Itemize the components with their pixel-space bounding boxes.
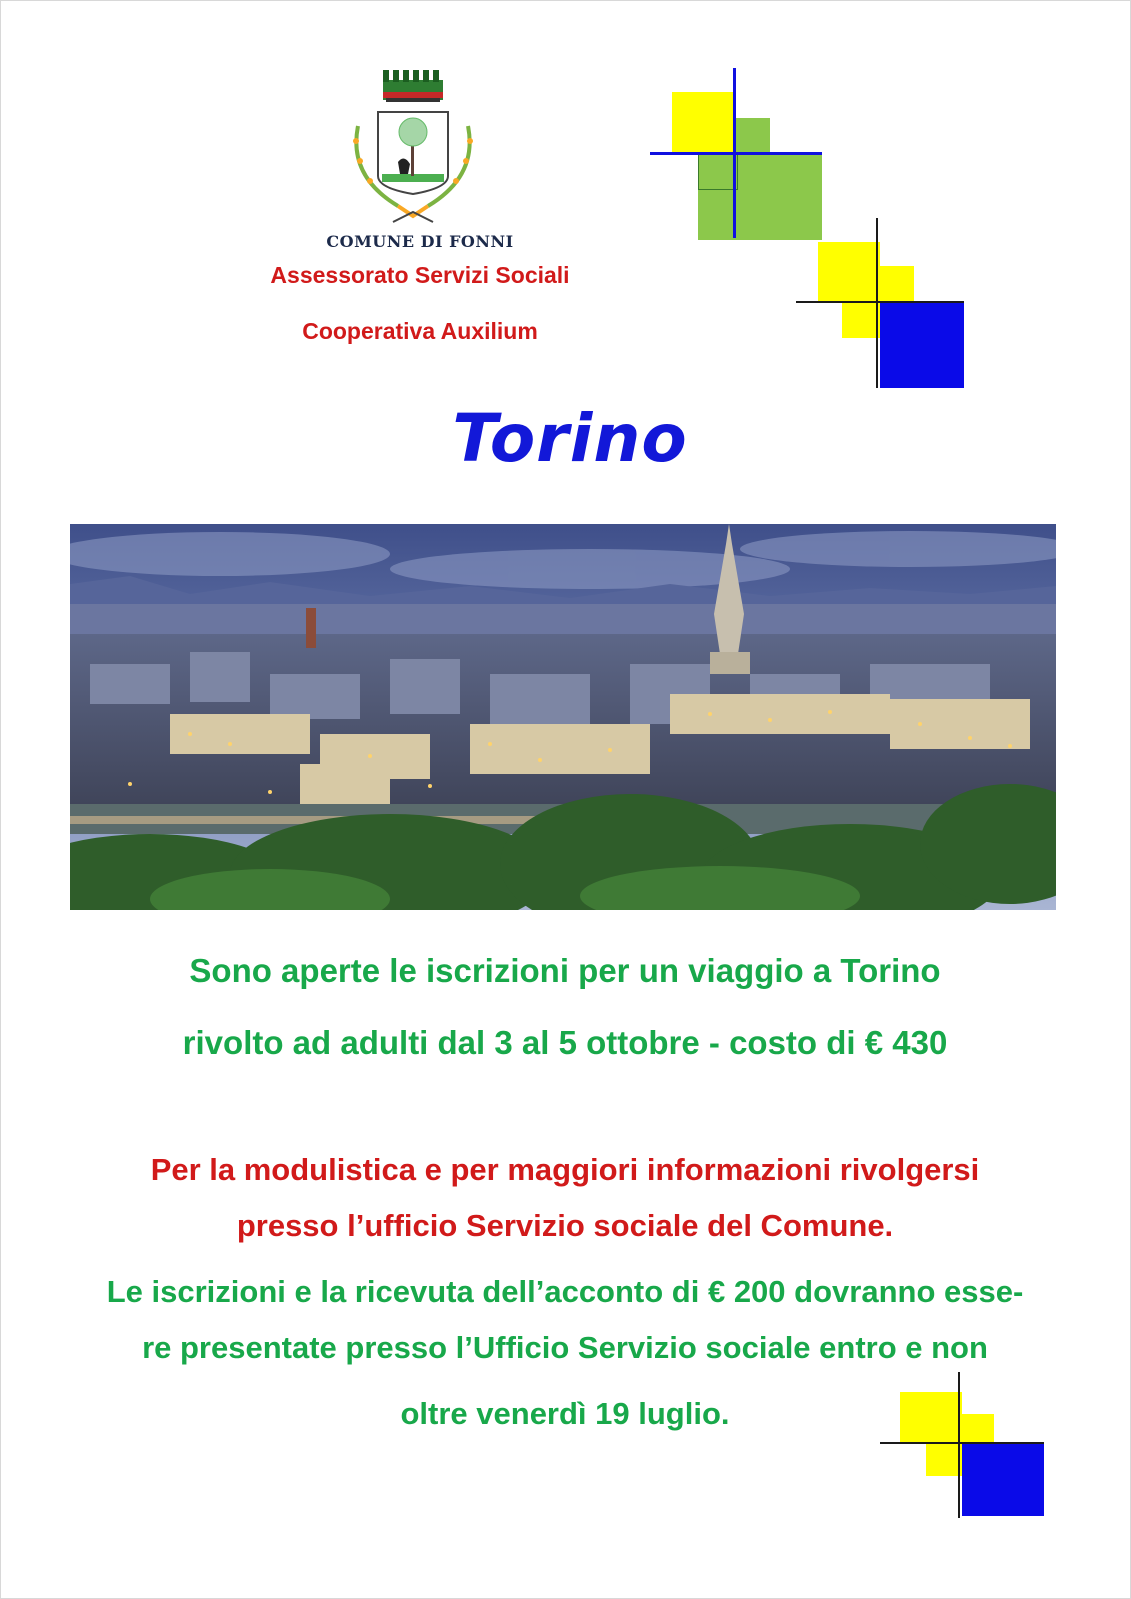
org-name: COMUNE DI FONNI bbox=[326, 232, 514, 251]
page-title: Torino bbox=[452, 400, 688, 477]
cooperative-label: Cooperativa Auxilium bbox=[302, 318, 538, 344]
info-line-2: presso l’ufficio Servizio sociale del Comune. bbox=[236, 1208, 894, 1243]
announcement-line-1: Sono aperte le iscrizioni per un viaggio a Torino bbox=[189, 952, 941, 989]
info-line-1: Per la modulistica e per maggiori informazioni rivolgersi bbox=[150, 1152, 980, 1187]
turin-skyline-photo bbox=[70, 524, 1056, 910]
deadline-line-1: Le iscrizioni e la ricevuta dell’acconto di € 200 dovranno esse- bbox=[106, 1274, 1024, 1309]
municipal-crest-logo bbox=[338, 66, 488, 226]
announcement-line-2: rivolto ad adulti dal 3 al 5 ottobre - costo di € 430 bbox=[182, 1024, 948, 1061]
deadline-line-2: re presentate presso l’Ufficio Servizio sociale entro e non bbox=[142, 1330, 988, 1365]
deadline-line-3: oltre venerdì 19 luglio. bbox=[400, 1396, 730, 1431]
department-label: Assessorato Servizi Sociali bbox=[270, 262, 570, 288]
